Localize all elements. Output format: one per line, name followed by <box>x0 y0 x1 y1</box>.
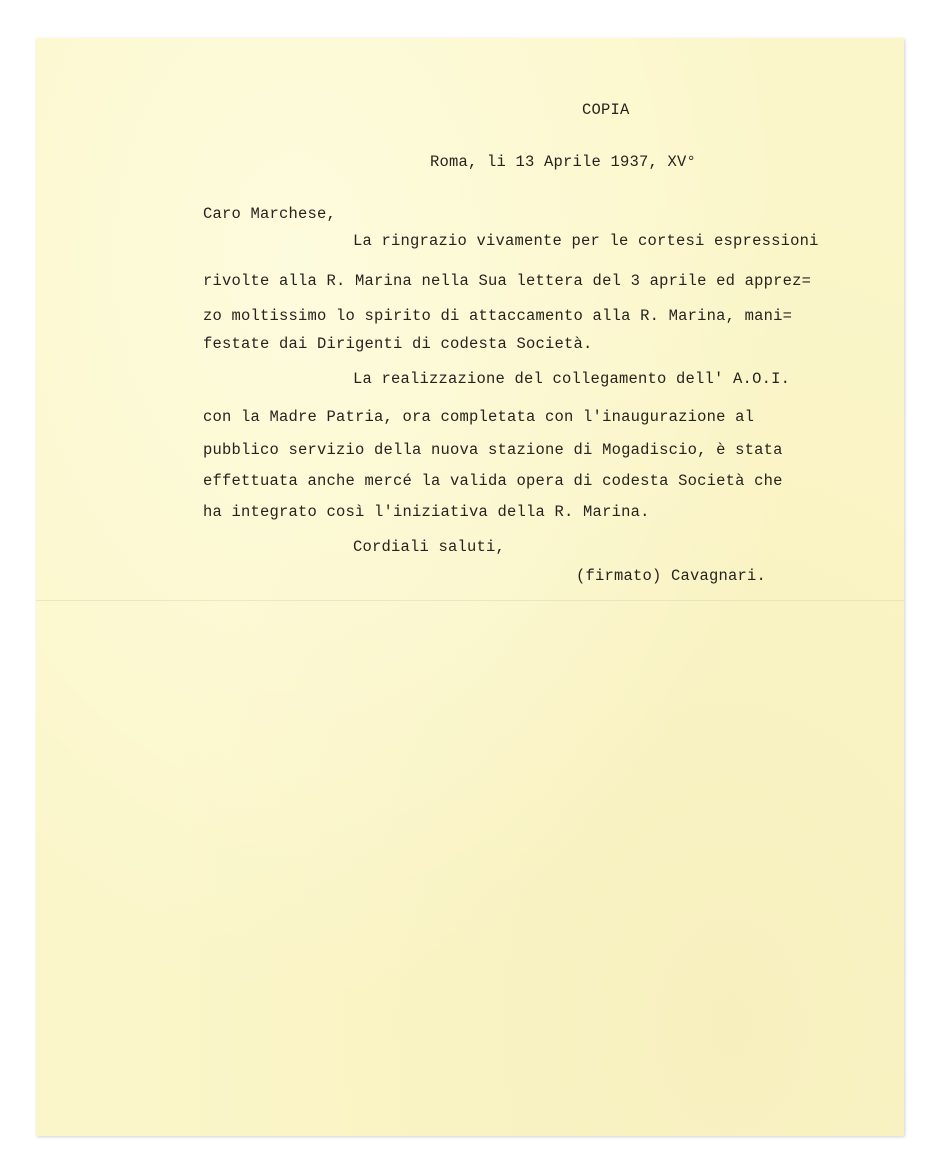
paper-fold-line <box>36 600 904 601</box>
body-line: La realizzazione del collegamento dell' A.O.I. <box>353 370 791 388</box>
body-line: zo moltissimo lo spirito di attaccamento alla R. Marina, mani= <box>203 307 793 325</box>
letter-page <box>36 38 904 1136</box>
body-line: ha integrato così l'iniziativa della R. Marina. <box>203 503 650 521</box>
body-line: rivolte alla R. Marina nella Sua lettera del 3 aprile ed apprez= <box>203 272 812 290</box>
body-line: effettuata anche mercé la valida opera di codesta Società che <box>203 472 783 490</box>
salutation: Caro Marchese, <box>203 205 337 223</box>
body-line: con la Madre Patria, ora completata con l'inaugurazione al <box>203 408 755 426</box>
body-line: pubblico servizio della nuova stazione di Mogadiscio, è stata <box>203 441 783 459</box>
closing: Cordiali saluti, <box>353 538 506 556</box>
dateline: Roma, li 13 Aprile 1937, XV° <box>430 153 697 171</box>
document-heading: COPIA <box>582 101 630 119</box>
body-line: La ringrazio vivamente per le cortesi espressioni <box>353 232 819 250</box>
signature: (firmato) Cavagnari. <box>576 567 767 585</box>
body-line: festate dai Dirigenti di codesta Società. <box>203 335 593 353</box>
